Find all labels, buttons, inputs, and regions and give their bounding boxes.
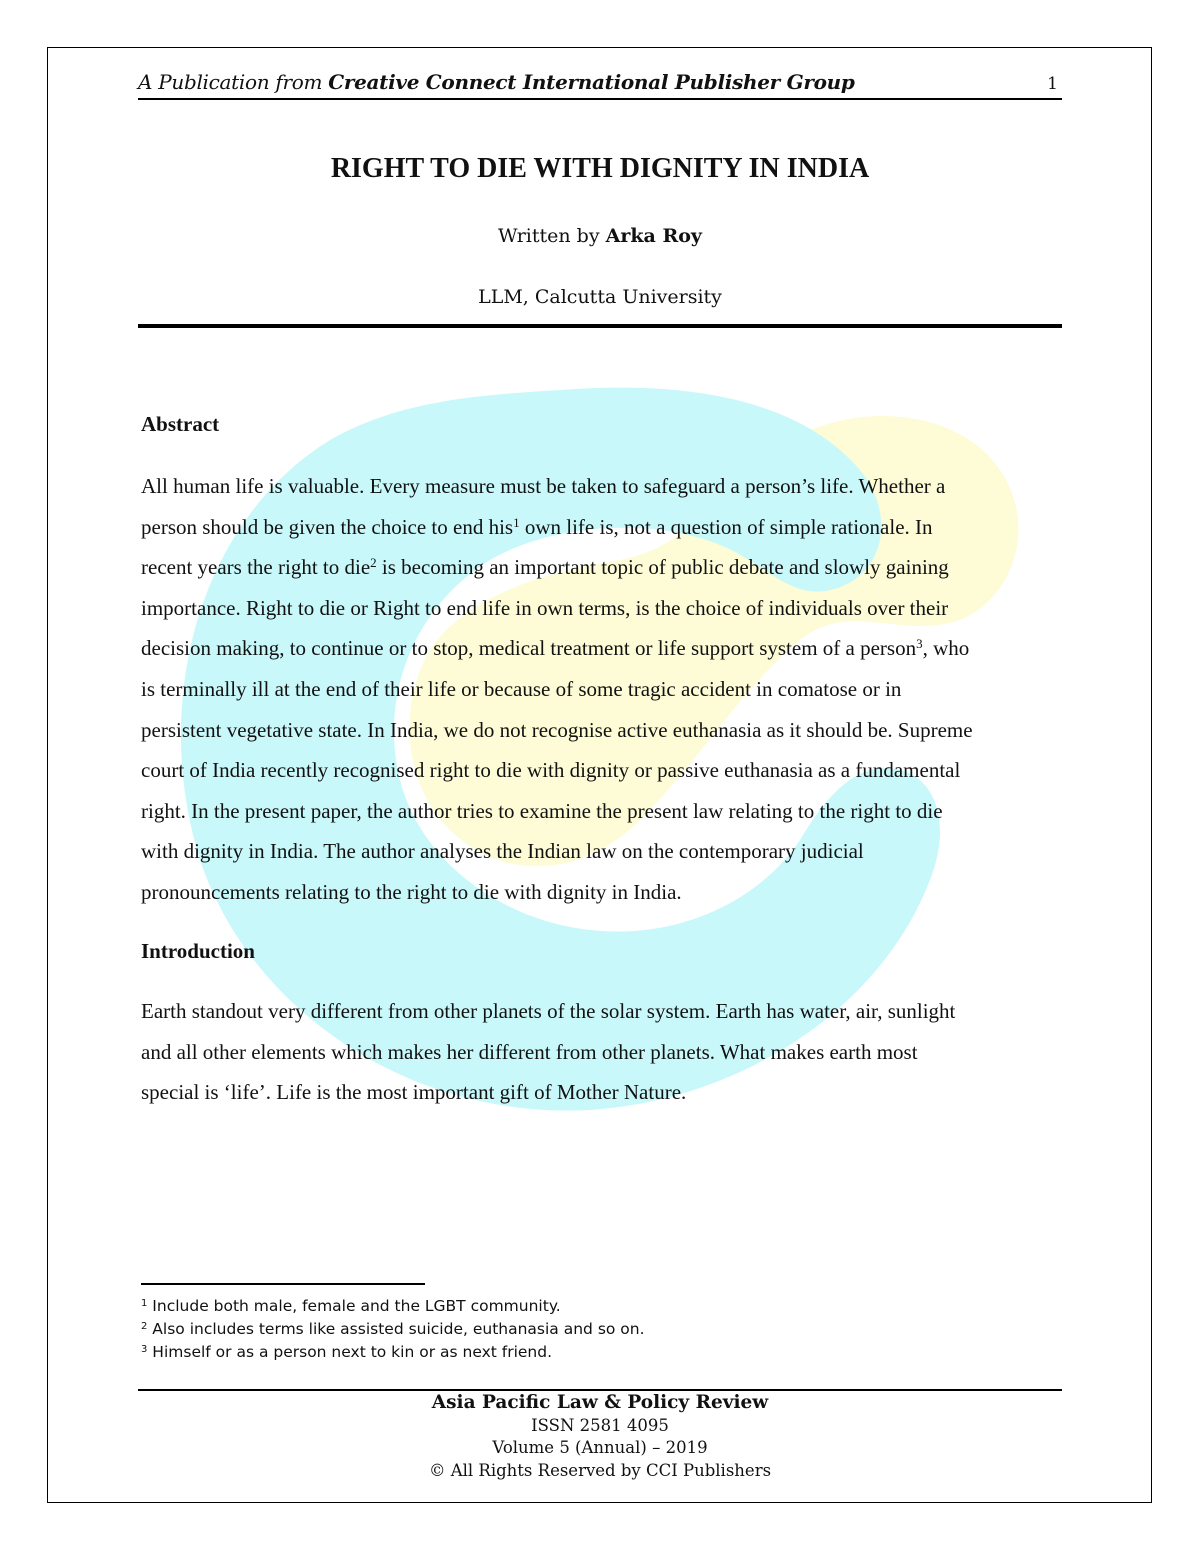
abstract-heading: Abstract — [141, 412, 220, 436]
introduction-heading: Introduction — [141, 939, 255, 963]
header-publisher: Creative Connect International Publisher Group — [328, 70, 855, 94]
author-name: Arka Roy — [605, 225, 702, 247]
abstract-paragraph — [141, 466, 1059, 913]
footnote-2 — [141, 1320, 645, 1338]
abstract-line: is terminally ill at the end of their life or because of some tragic accident in comatose or in — [141, 676, 902, 701]
running-header — [138, 70, 1062, 100]
abstract-line: recent years the right to die$^2$ is becoming an important topic of public debate and slowly gaining — [141, 555, 949, 580]
footnote-1 — [141, 1297, 561, 1315]
header-publication-line — [138, 70, 855, 94]
header-prefix: A Publication from — [138, 70, 323, 94]
footnote-mark: 3 — [141, 1344, 148, 1355]
footnote-mark: 2 — [141, 1321, 148, 1332]
abstract-line: decision making, to continue or to stop, medical treatment or life support system of a person$^3$, who — [141, 636, 970, 661]
running-footer — [138, 1392, 1062, 1482]
abstract-line: person should be given the choice to end his$^1$ own life is, not a question of simple rationale. In — [141, 514, 933, 539]
abstract-line: right. In the present paper, the author tries to examine the present law relating to the right to die — [141, 798, 943, 823]
footnote-text: Include both male, female and the LGBT community. — [147, 1297, 561, 1315]
abstract-line: court of India recently recognised right to die with dignity or passive euthanasia as a fundamental — [141, 758, 961, 783]
introduction-line: Earth standout very different from other planets of the solar system. Earth has water, air, sunlight — [141, 999, 956, 1023]
author-affiliation: LLM, Calcutta University — [478, 286, 722, 308]
abstract-line: importance. Right to die or Right to end life in own terms, is the choice of individuals over their — [141, 595, 949, 620]
abstract-line: persistent vegetative state. In India, we do not recognise active euthanasia as it should be. Supreme — [141, 717, 973, 742]
introduction-line: special is ‘life’. Life is the most important gift of Mother Nature. — [141, 1080, 687, 1105]
footnote-ref[interactable]: 3 — [916, 636, 923, 652]
footnote-3 — [141, 1343, 552, 1361]
footer-divider — [138, 1389, 1062, 1391]
title-divider — [138, 324, 1062, 328]
abstract-line: All human life is valuable. Every measure must be taken to safeguard a person’s life. Whether a — [141, 474, 946, 498]
journal-name: Asia Pacific Law & Policy Review — [431, 1392, 769, 1413]
introduction-paragraph — [141, 991, 1059, 1113]
footnote-separator — [141, 1283, 425, 1285]
journal-issn: ISSN 2581 4095 — [531, 1415, 669, 1435]
article-title: RIGHT TO DIE WITH DIGNITY IN INDIA — [330, 153, 870, 184]
journal-volume: Volume 5 (Annual) – 2019 — [492, 1438, 708, 1457]
footnote-mark: 1 — [141, 1298, 148, 1309]
footnote-text: Himself or as a person next to kin or as next friend. — [147, 1343, 553, 1361]
abstract-line: pronouncements relating to the right to die with dignity in India. — [141, 879, 682, 904]
abstract-line: with dignity in India. The author analyses the Indian law on the contemporary judicial — [141, 839, 864, 864]
footnote-ref[interactable]: 2 — [370, 555, 377, 571]
copyright-notice: © All Rights Reserved by CCI Publishers — [428, 1460, 772, 1480]
footnote-ref[interactable]: 1 — [513, 514, 520, 530]
footnote-text: Also includes terms like assisted suicide, euthanasia and so on. — [147, 1320, 645, 1338]
introduction-line: and all other elements which makes her different from other planets. What makes earth most — [141, 1039, 918, 1064]
byline — [138, 225, 1062, 247]
byline-prefix: Written by — [498, 225, 600, 247]
page-number: 1 — [1047, 74, 1058, 94]
